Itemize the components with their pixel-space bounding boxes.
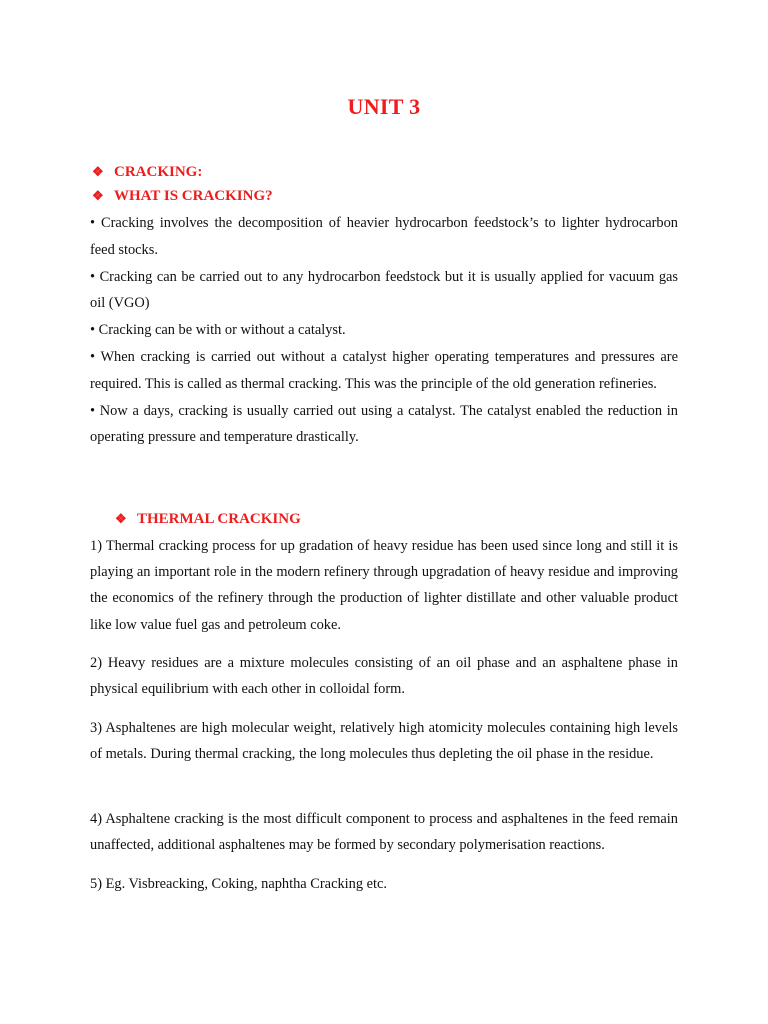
diamond-bullet-icon: ❖ — [92, 188, 104, 203]
heading-thermal-cracking-text: THERMAL CRACKING — [137, 511, 301, 527]
heading-what-is-cracking — [92, 187, 273, 205]
bullet-paragraph: • Cracking can be carried out to any hydrocarbon feedstock but it is usually applied for vacuum gas oil (VGO) — [90, 268, 678, 312]
heading-thermal-cracking — [115, 510, 301, 528]
heading-cracking — [92, 163, 202, 181]
bullet-paragraph: • When cracking is carried out without a catalyst higher operating temperatures and pressures are required. This is called as thermal cracking. This was the principle of the old generation refineries. — [90, 348, 678, 392]
numbered-paragraph-5: 5) Eg. Visbreacking, Coking, naphtha Cracking etc. — [90, 876, 388, 892]
heading-cracking-text: CRACKING: — [114, 164, 203, 180]
diamond-bullet-icon: ❖ — [92, 164, 104, 179]
numbered-paragraph-4: 4) Asphaltene cracking is the most difficult component to process and asphaltenes in the feed remain unaffected, additional asphaltenes may be formed by secondary polymerisation reactions. — [90, 811, 678, 854]
page-title: UNIT 3 — [347, 94, 421, 119]
bullet-paragraph: • Cracking can be with or without a catalyst. — [90, 322, 346, 339]
numbered-paragraph-2: 2) Heavy residues are a mixture molecules consisting of an oil phase and an asphaltene phase in physical equilibrium with each other in colloidal form. — [90, 655, 678, 698]
cracking-bullets — [90, 210, 678, 451]
numbered-paragraph-1: 1) Thermal cracking process for up gradation of heavy residue has been used since long and still it is playing an important role in the modern refinery through upgradation of heavy residue and improving the economics of the refinery through the production of lighter distillate and other valuable product like low value fuel gas and petroleum coke. — [90, 538, 678, 633]
bullet-paragraph: • Cracking involves the decomposition of heavier hydrocarbon feedstock’s to lighter hydrocarbon feed stocks. — [90, 215, 678, 258]
bullet-paragraph: • Now a days, cracking is usually carried out using a catalyst. The catalyst enabled the reduction in operating pressure and temperature drastically. — [90, 402, 678, 446]
numbered-paragraph-3: 3) Asphaltenes are high molecular weight, relatively high atomicity molecules containing high levels of metals. During thermal cracking, the long molecules thus depleting the oil phase in the residue. — [90, 720, 678, 763]
diamond-bullet-icon: ❖ — [115, 511, 127, 526]
heading-what-is-cracking-text: WHAT IS CRACKING? — [114, 188, 273, 204]
